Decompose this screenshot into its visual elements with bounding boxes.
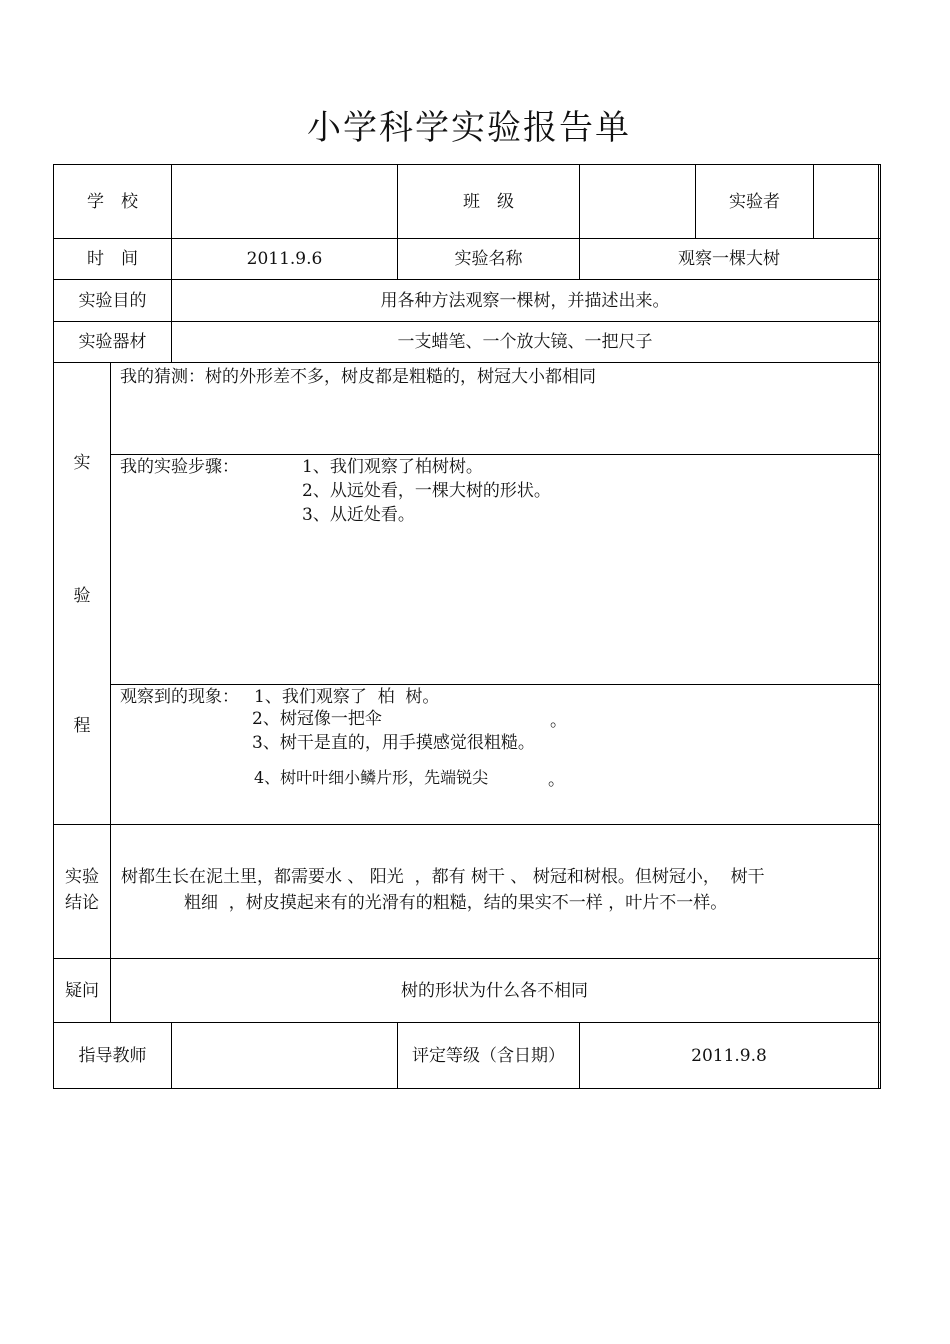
step-item: 3、从近处看。 <box>302 505 415 525</box>
observation-period: 。 <box>550 711 567 731</box>
teacher-label: 指导教师 <box>78 1045 147 1066</box>
school-value <box>172 165 397 238</box>
experimenter-label: 实验者 <box>729 191 780 212</box>
observation-period: 。 <box>548 770 565 790</box>
experiment-name-value: 观察一棵大树 <box>678 249 780 269</box>
equipment-value: 一支蜡笔、一个放大镜、一把尺子 <box>397 332 653 352</box>
process-label-char: 验 <box>73 586 91 606</box>
class-value <box>580 165 695 238</box>
time-label: 时 间 <box>87 249 138 269</box>
table-border-right-double <box>878 164 879 1089</box>
time-value: 2011.9.6 <box>246 249 323 269</box>
steps-label: 我的实验步骤： <box>120 457 239 477</box>
equipment-label: 实验器材 <box>78 332 147 352</box>
observation-item: 2、树冠像一把伞 <box>252 709 382 729</box>
process-label-char: 程 <box>73 716 91 736</box>
observation-item: 4、树叶叶细小鳞片形，先端锐尖 <box>254 768 489 787</box>
question-value: 树的形状为什么各不相同 <box>401 980 588 1001</box>
observation-item: 3、树干是直的，用手摸感觉很粗糙。 <box>252 733 535 753</box>
table-border-bottom <box>53 1088 881 1089</box>
step-item: 2、从远处看，一棵大树的形状。 <box>302 481 551 501</box>
col-divider <box>110 362 111 1022</box>
grade-value: 2011.9.8 <box>691 1045 767 1066</box>
observed-label: 观察到的现象： <box>120 687 239 707</box>
conclusion-line2: 粗细 ，树皮摸起来有的光滑有的粗糙，结的果实不一样 ，叶片不一样。 <box>184 893 728 913</box>
purpose-value: 用各种方法观察一棵树，并描述出来。 <box>380 290 670 311</box>
question-label: 疑问 <box>65 980 99 1001</box>
page-title: 小学科学实验报告单 <box>307 108 631 148</box>
step-item: 1、我们观察了柏树树。 <box>302 457 483 477</box>
grade-label: 评定等级（含日期） <box>412 1045 565 1066</box>
class-label: 班 级 <box>463 191 514 212</box>
table-border-right <box>880 164 881 1089</box>
process-label-char: 实 <box>73 453 91 473</box>
experimenter-value <box>814 165 878 238</box>
teacher-value <box>172 1023 397 1088</box>
purpose-label: 实验目的 <box>78 290 147 311</box>
school-label: 学 校 <box>87 191 138 212</box>
experiment-name-label: 实验名称 <box>454 249 523 269</box>
observation-item: 1、我们观察了 柏 树。 <box>254 687 440 707</box>
row-divider <box>53 362 881 363</box>
conclusion-label-line2: 结论 <box>65 893 99 913</box>
conclusion-label-line1: 实验 <box>65 867 99 887</box>
row-divider <box>53 824 881 825</box>
conclusion-line1: 树都生长在泥土里，都需要水 、 阳光 ，都有 树干 、 树冠和树根。但树冠小， 树干 <box>121 867 765 887</box>
guess-text: 我的猜测：树的外形差不多，树皮都是粗糙的，树冠大小都相同 <box>120 367 596 387</box>
